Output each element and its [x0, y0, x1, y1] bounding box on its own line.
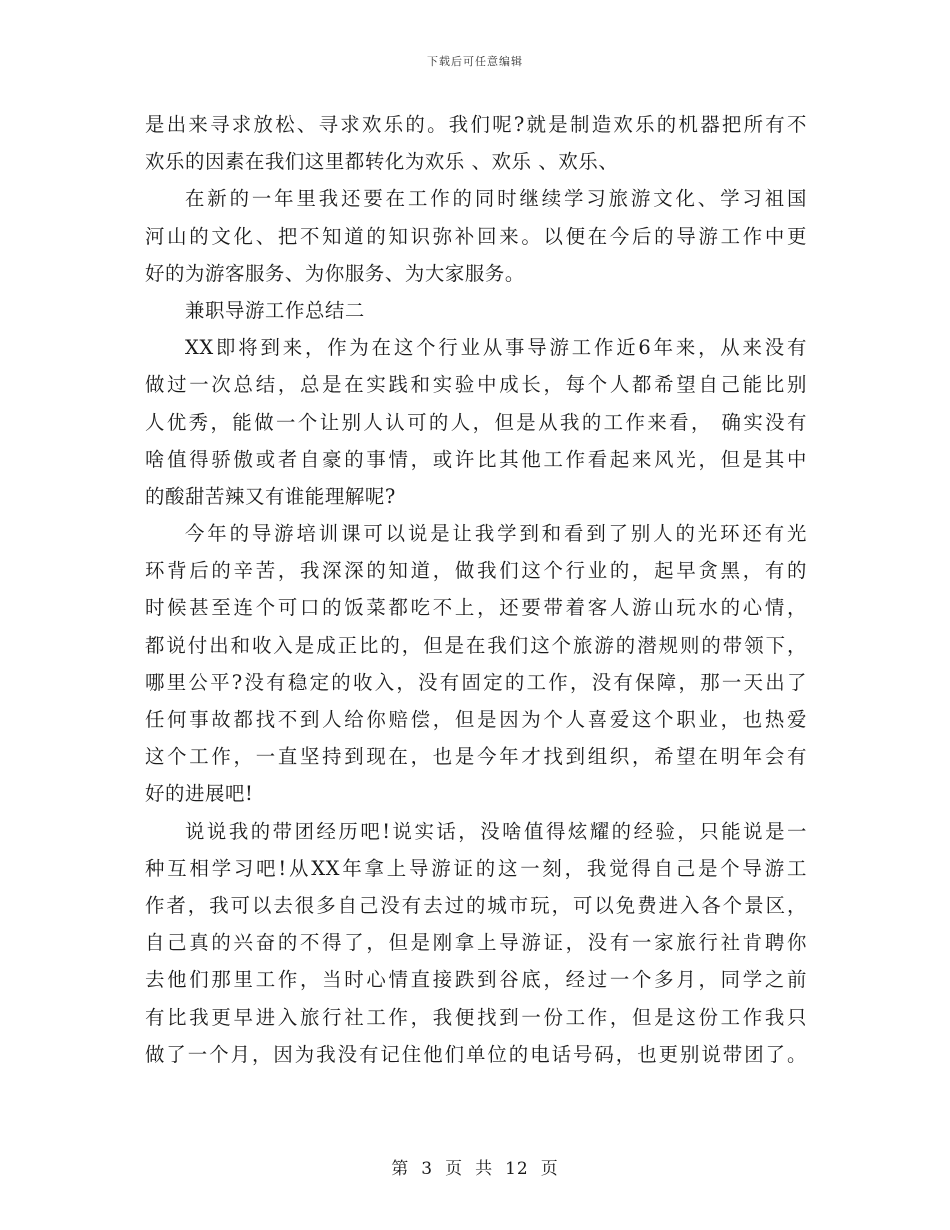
page-header: 下载后可任意编辑 [427, 55, 523, 68]
text-line: 啥值得骄傲或者自豪的事情，或许比其他工作看起来风光，但是其中 [145, 447, 807, 471]
document-body [145, 106, 807, 1073]
text-line: 做了一个月，因为我没有记住他们单位的电话号码，也更别说带团了。 [145, 1042, 807, 1066]
text-line: 做过一次总结，总是在实践和实验中成长，每个人都希望自己能比别 [145, 373, 807, 397]
text-line: 好的进展吧! [145, 782, 254, 806]
paragraph-start-line: 在新的一年里我还要在工作的同时继续学习旅游文化、学习祖国 [185, 187, 807, 211]
text-line: 欢乐的因素在我们这里都转化为欢乐 、欢乐 、欢乐、 [145, 150, 619, 174]
page-footer [0, 1154, 950, 1179]
text-line: 人优秀，能做一个让别人认可的人，但是从我的工作来看， 确实没有 [145, 410, 807, 434]
text-line: 都说付出和收入是成正比的，但是在我们这个旅游的潜规则的带领下， [145, 633, 807, 657]
footer-di: 第 [391, 1159, 410, 1179]
text-line: 这个工作，一直坚持到现在，也是今年才找到组织，希望在明年会有 [145, 745, 807, 769]
text-line: 有比我更早进入旅行社工作，我便找到一份工作，但是这份工作我只 [145, 1005, 807, 1029]
footer-gong: 共 [475, 1159, 494, 1179]
footer-ye: 页 [540, 1159, 559, 1179]
text-line: 好的为游客服务、为你服务、为大家服务。 [145, 261, 525, 285]
text-line: 作者，我可以去很多自己没有去过的城市玩，可以免费进入各个景区， [145, 893, 807, 917]
paragraph-start-line: XX即将到来，作为在这个行业从事导游工作近6年来，从来没有 [185, 336, 807, 360]
text-line: 是出来寻求放松、寻求欢乐的。我们呢?就是制造欢乐的机器把所有不 [145, 113, 807, 136]
section-heading: 兼职导游工作总结二 [185, 298, 365, 322]
footer-ye: 页 [445, 1159, 464, 1179]
text-line: 的酸甜苦辣又有谁能理解呢? [145, 484, 396, 508]
text-line: 河山的文化、把不知道的知识弥补回来。以便在今后的导游工作中更 [145, 224, 807, 248]
total-pages: 12 [505, 1159, 529, 1179]
text-line: 去他们那里工作，当时心情直接跌到谷底，经过一个多月，同学之前 [145, 968, 807, 992]
page-number: 3 [421, 1159, 434, 1179]
text-line: 环背后的辛苦，我深深的知道，做我们这个行业的，起早贪黑，有的 [145, 559, 807, 583]
paragraph-start-line: 说说我的带团经历吧!说实话，没啥值得炫耀的经验，只能说是一 [185, 819, 807, 843]
text-line: 时候甚至连个可口的饭菜都吃不上，还要带着客人游山玩水的心情， [145, 596, 807, 620]
text-line: 任何事故都找不到人给你赔偿，但是因为个人喜爱这个职业，也热爱 [145, 708, 807, 731]
text-line: 种互相学习吧!从XX年拿上导游证的这一刻，我觉得自己是个导游工 [145, 856, 807, 880]
text-line: 哪里公平?没有稳定的收入，没有固定的工作，没有保障，那一天出了 [145, 670, 807, 694]
text-line: 自己真的兴奋的不得了，但是刚拿上导游证，没有一家旅行社肯聘你 [145, 931, 807, 955]
paragraph-start-line: 今年的导游培训课可以说是让我学到和看到了别人的光环还有光 [185, 522, 807, 546]
